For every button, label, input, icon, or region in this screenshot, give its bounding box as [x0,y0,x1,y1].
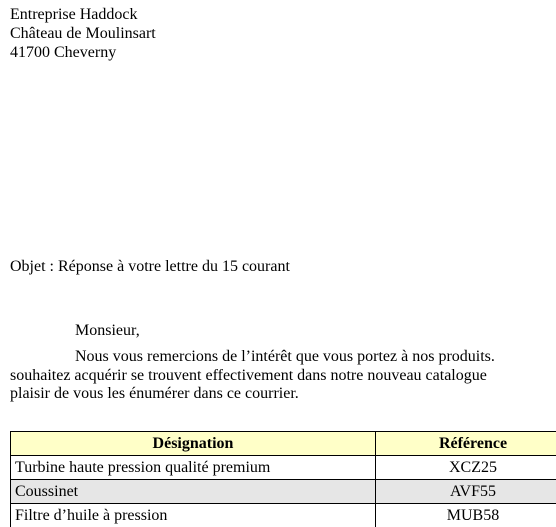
table-row [11,480,556,504]
cell-designation: Turbine haute pression qualité premium [11,456,376,480]
header-designation: Désignation [11,432,376,456]
body-line-2: souhaitez acquérir se trouvent effectivement dans notre nouveau catalogue [10,366,487,384]
cell-reference: AVF55 [376,480,556,504]
sender-street: Château de Moulinsart [10,25,156,42]
product-table [10,431,556,527]
table-row [11,456,556,480]
cell-designation: Filtre d’huile à pression [11,504,376,527]
body-line-3: plaisir de vous les énumérer dans ce courrier. [10,385,299,402]
subject-line: Objet : Réponse à votre lettre du 15 courant [10,258,290,275]
header-reference: Référence [376,432,556,456]
cell-reference: XCZ25 [376,456,556,480]
cell-designation: Coussinet [11,480,376,504]
sender-name: Entreprise Haddock [10,6,138,23]
cell-reference: MUB58 [376,504,556,527]
body-paragraph [10,348,495,404]
salutation: Monsieur, [75,322,140,339]
body-line-1: Nous vous remercions de l’intérêt que vous portez à nos produits. [75,348,495,365]
sender-city: 41700 Cheverny [10,44,117,61]
sender-address [10,5,156,62]
table-row [11,504,556,527]
table-header-row [11,432,556,456]
